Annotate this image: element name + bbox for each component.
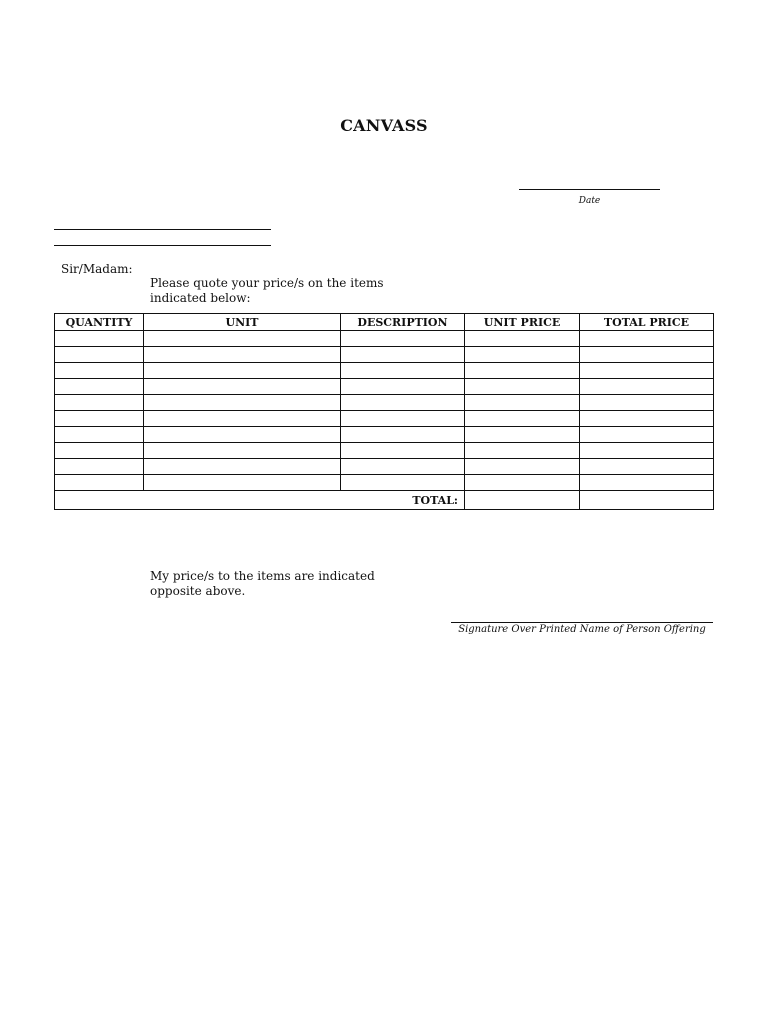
closing-text: My price/s to the items are indicated opposite above. bbox=[150, 569, 375, 598]
cell-total-price[interactable] bbox=[580, 459, 714, 475]
table-row bbox=[55, 475, 714, 491]
table-row bbox=[55, 363, 714, 379]
cell-unit-price[interactable] bbox=[465, 411, 580, 427]
table-header-row bbox=[55, 314, 714, 331]
cell-description[interactable] bbox=[341, 347, 465, 363]
cell-total-price[interactable] bbox=[580, 475, 714, 491]
cell-quantity[interactable] bbox=[55, 427, 144, 443]
cell-unit[interactable] bbox=[144, 411, 341, 427]
total-row bbox=[55, 491, 714, 510]
cell-unit-price[interactable] bbox=[465, 331, 580, 347]
cell-quantity[interactable] bbox=[55, 395, 144, 411]
cell-unit[interactable] bbox=[144, 363, 341, 379]
cell-unit[interactable] bbox=[144, 459, 341, 475]
document-title: CANVASS bbox=[340, 116, 428, 135]
cell-description[interactable] bbox=[341, 363, 465, 379]
cell-description[interactable] bbox=[341, 459, 465, 475]
total-price-cell[interactable] bbox=[580, 491, 714, 510]
table-row bbox=[55, 395, 714, 411]
cell-quantity[interactable] bbox=[55, 331, 144, 347]
date-label: Date bbox=[578, 196, 601, 206]
cell-unit-price[interactable] bbox=[465, 363, 580, 379]
cell-description[interactable] bbox=[341, 395, 465, 411]
cell-unit-price[interactable] bbox=[465, 427, 580, 443]
cell-total-price[interactable] bbox=[580, 363, 714, 379]
header-description: DESCRIPTION bbox=[341, 314, 465, 331]
total-label: TOTAL: bbox=[55, 491, 465, 510]
cell-total-price[interactable] bbox=[580, 395, 714, 411]
cell-unit[interactable] bbox=[144, 427, 341, 443]
cell-unit[interactable] bbox=[144, 395, 341, 411]
canvass-table bbox=[54, 313, 714, 510]
cell-unit-price[interactable] bbox=[465, 459, 580, 475]
table-row bbox=[55, 379, 714, 395]
recipient-line-1[interactable] bbox=[54, 229, 271, 230]
cell-quantity[interactable] bbox=[55, 379, 144, 395]
cell-unit-price[interactable] bbox=[465, 395, 580, 411]
table-row bbox=[55, 347, 714, 363]
cell-quantity[interactable] bbox=[55, 363, 144, 379]
total-unit-price-cell[interactable] bbox=[465, 491, 580, 510]
cell-quantity[interactable] bbox=[55, 411, 144, 427]
recipient-line-2[interactable] bbox=[54, 245, 271, 246]
cell-quantity[interactable] bbox=[55, 347, 144, 363]
table-row bbox=[55, 411, 714, 427]
cell-total-price[interactable] bbox=[580, 331, 714, 347]
cell-description[interactable] bbox=[341, 427, 465, 443]
header-quantity: QUANTITY bbox=[55, 314, 144, 331]
table-body bbox=[55, 331, 714, 491]
signature-line[interactable] bbox=[451, 622, 713, 623]
cell-unit[interactable] bbox=[144, 379, 341, 395]
cell-total-price[interactable] bbox=[580, 347, 714, 363]
cell-total-price[interactable] bbox=[580, 443, 714, 459]
cell-description[interactable] bbox=[341, 411, 465, 427]
salutation: Sir/Madam: bbox=[61, 262, 133, 276]
table-row bbox=[55, 443, 714, 459]
cell-unit[interactable] bbox=[144, 443, 341, 459]
table-row bbox=[55, 427, 714, 443]
cell-description[interactable] bbox=[341, 379, 465, 395]
cell-unit-price[interactable] bbox=[465, 347, 580, 363]
table-row bbox=[55, 331, 714, 347]
cell-quantity[interactable] bbox=[55, 443, 144, 459]
instruction-text: Please quote your price/s on the items indicated below: bbox=[150, 276, 384, 305]
cell-description[interactable] bbox=[341, 331, 465, 347]
cell-unit-price[interactable] bbox=[465, 379, 580, 395]
cell-unit[interactable] bbox=[144, 475, 341, 491]
header-total-price: TOTAL PRICE bbox=[580, 314, 714, 331]
cell-description[interactable] bbox=[341, 475, 465, 491]
cell-unit-price[interactable] bbox=[465, 443, 580, 459]
cell-description[interactable] bbox=[341, 443, 465, 459]
cell-total-price[interactable] bbox=[580, 411, 714, 427]
cell-unit[interactable] bbox=[144, 347, 341, 363]
header-unit-price: UNIT PRICE bbox=[465, 314, 580, 331]
cell-total-price[interactable] bbox=[580, 427, 714, 443]
cell-total-price[interactable] bbox=[580, 379, 714, 395]
table-row bbox=[55, 459, 714, 475]
cell-quantity[interactable] bbox=[55, 475, 144, 491]
cell-unit[interactable] bbox=[144, 331, 341, 347]
cell-quantity[interactable] bbox=[55, 459, 144, 475]
header-unit: UNIT bbox=[144, 314, 341, 331]
cell-unit-price[interactable] bbox=[465, 475, 580, 491]
date-field-line[interactable] bbox=[519, 189, 660, 190]
signature-label: Signature Over Printed Name of Person Offering bbox=[458, 624, 706, 635]
